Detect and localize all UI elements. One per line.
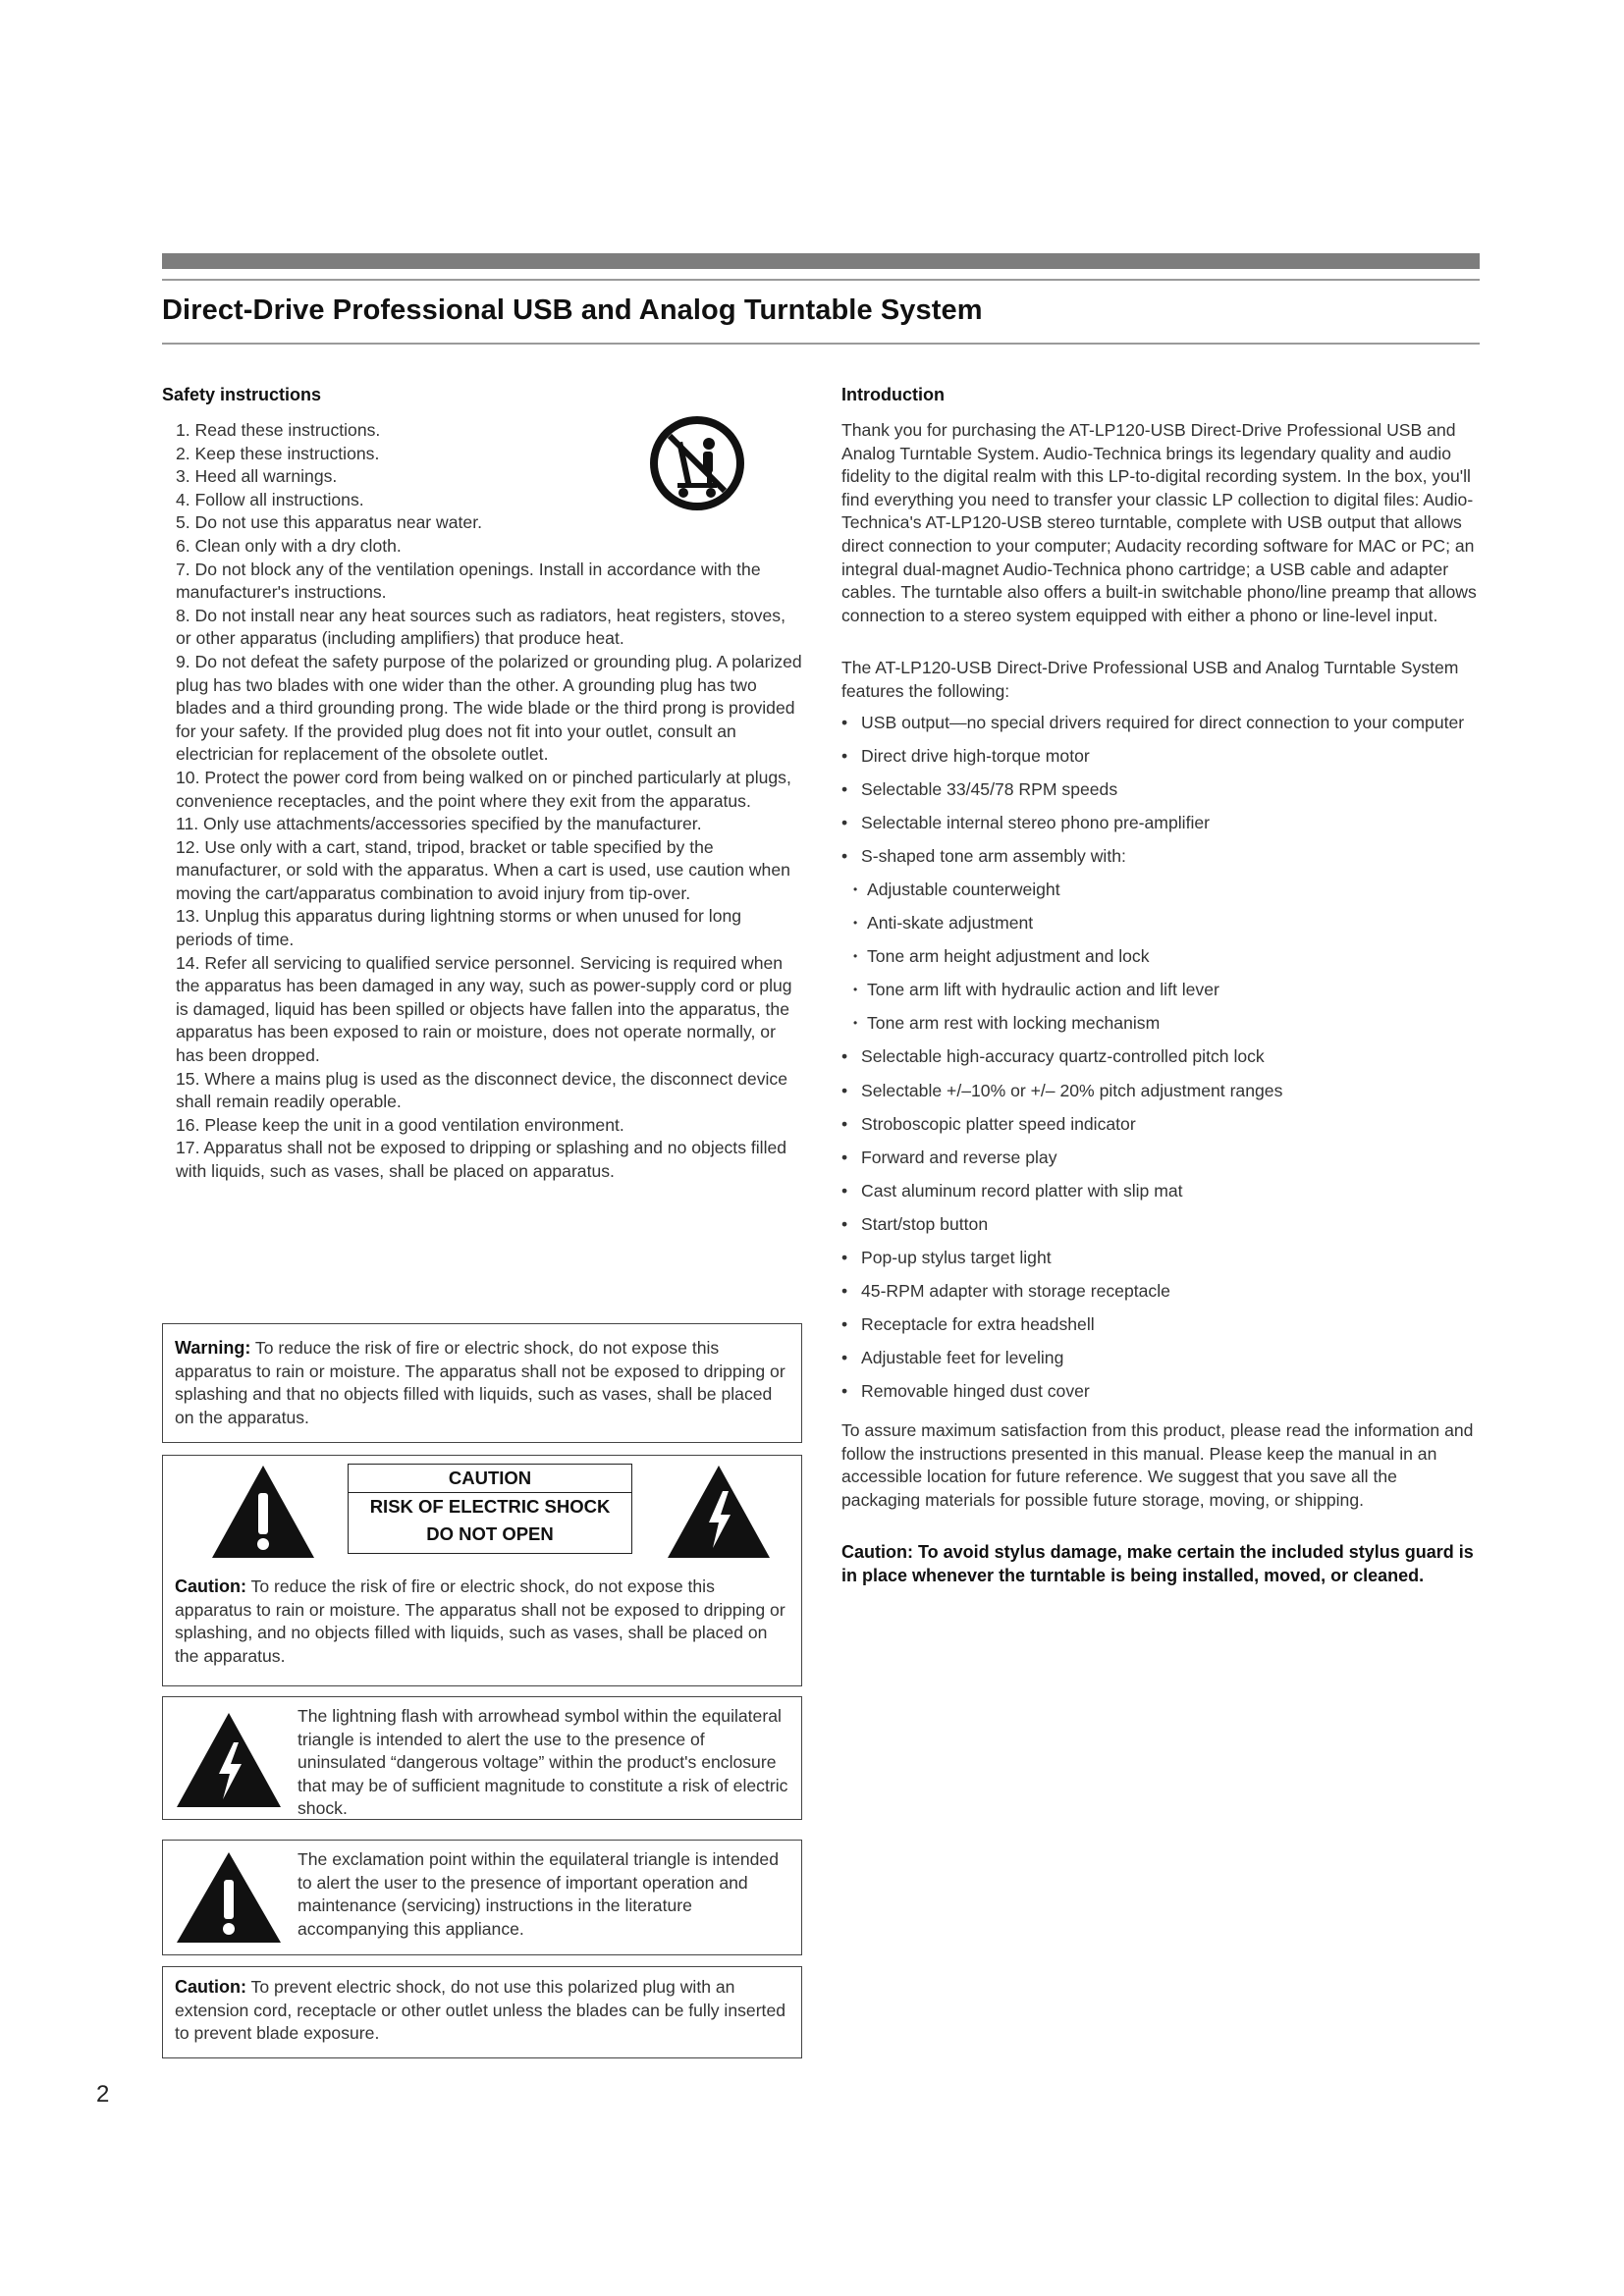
caution-label-line1: CAUTION [349,1465,631,1493]
caution-box [162,1455,802,1686]
feature-subitem: • Tone arm lift with hydraulic action and lift lever [841,979,1480,1002]
closing-paragraph: To assure maximum satisfaction from this product, please read the information and follow the instructions presented in this manual. Please keep the manual in an accessible location for future reference. We suggest that you save all the packaging materials for possible future storage, moving, or shipping. [841,1420,1474,1510]
plug-caution-text: Caution: To prevent electric shock, do not use this polarized plug with an extension cord, receptacle or other outlet unless the blades can be fully inserted to prevent blade exposure. [175,1977,786,2044]
feature-subitem: • Adjustable counterweight [841,879,1480,902]
page-number: 2 [96,2081,110,2108]
feature-item: • USB output—no special drivers required for direct connection to your computer [841,712,1480,735]
feature-item: • Direct drive high-torque motor [841,745,1480,769]
safety-item: 8. Do not install near any heat sources such as radiators, heat registers, stoves, or other apparatus (including amplifiers) that produce heat. [176,605,785,649]
lightning-triangle-icon [666,1464,772,1560]
safety-item: 14. Refer all servicing to qualified service personnel. Servicing is required when the apparatus has been damaged in any way, such as power-supply cord or plug is damaged, liquid has been spilled or objects have fallen into the apparatus, the apparatus has been exposed to rain or moisture, does not operate normally, or has been dropped. [176,952,792,1066]
exclamation-text-block [298,1848,792,1941]
feature-item: • Receptacle for extra headshell [841,1313,1480,1337]
caution-label-line2: RISK OF ELECTRIC SHOCK [369,1496,611,1517]
feature-item: • Selectable high-accuracy quartz-controlled pitch lock [841,1045,1480,1069]
feature-item: • Selectable 33/45/78 RPM speeds [841,778,1480,802]
feature-item: • Cast aluminum record platter with slip mat [841,1180,1480,1203]
warning-box [162,1323,802,1443]
safety-item: 10. Protect the power cord from being walked on or pinched particularly at plugs, convenience receptacles, and the point where they exit from the apparatus. [176,767,791,811]
feature-item: • 45-RPM adapter with storage receptacle [841,1280,1480,1304]
safety-item: 4. Follow all instructions. [176,489,364,509]
plug-caution-box [162,1966,802,2058]
safety-item: 1. Read these instructions. [176,420,381,440]
exclamation-text: The exclamation point within the equilateral triangle is intended to alert the user to the presence of important operation and maintenance (servicing) instructions in the literature accompanying this appliance. [298,1849,779,1939]
warning-label: Warning: [175,1338,251,1358]
stylus-caution: Caution: To avoid stylus damage, make certain the included stylus guard is in place whenever the turntable is being installed, moved, or cleaned. [841,1542,1474,1585]
safety-item: 2. Keep these instructions. [176,443,380,463]
safety-column [162,385,802,1184]
feature-item: • Selectable +/–10% or +/– 20% pitch adjustment ranges [841,1080,1480,1103]
safety-heading: Safety instructions [162,385,322,404]
safety-item: 5. Do not use this apparatus near water. [176,512,482,533]
introduction-heading: Introduction [841,385,945,404]
feature-item: • Removable hinged dust cover [841,1380,1480,1404]
features-intro: The AT-LP120-USB Direct-Drive Professional USB and Analog Turntable System features the following: [841,658,1459,701]
features-list [841,712,1480,1404]
header-rule [162,279,1480,281]
exclamation-explanation-box [162,1840,802,1955]
feature-item: • Start/stop button [841,1213,1480,1237]
warning-text: Warning: To reduce the risk of fire or electric shock, do not expose this apparatus to rain or moisture. The apparatus shall not be exposed to dripping or splashing and that no objects filled with liquids, such as vases, shall be placed on the apparatus. [175,1338,785,1427]
safety-item: 9. Do not defeat the safety purpose of the polarized or grounding plug. A polarized plug has two blades with one wider than the other. A grounding plug has two blades and a third grounding prong. The wide blade or the third prong is provided for your safety. If the provided plug does not fit into your outlet, consult an electrician for replacement of the obsolete outlet. [176,651,802,765]
lightning-text: The lightning flash with arrowhead symbol within the equilateral triangle is intended to alert the use to the presence of uninsulated “dangerous voltage” within the product's enclosure that may be of sufficient magnitude to constitute a risk of electric shock. [298,1706,788,1819]
caution-symbols [175,1456,791,1566]
feature-item: • Forward and reverse play [841,1147,1480,1170]
intro-paragraph: Thank you for purchasing the AT-LP120-USB Direct-Drive Professional USB and Analog Turntable System. Audio-Technica brings its legendary quality and audio fidelity to the digital realm with this LP-to-digital recording system. In the box, you'll find everything you need to transfer your classic LP collection to digital files: Audio-Technica's AT-LP120-USB stereo turntable, complete with USB output that allows direct connection to your computer; Audacity recording software for MAC or PC; an integral dual-magnet Audio-Technica phono cartridge; a USB cable and adapter cables. The turntable also offers a built-in switchable phono/line preamp that allows connection to a stereo system equipped with either a phono or line-level input. [841,420,1477,625]
feature-subitem: • Anti-skate adjustment [841,912,1480,935]
introduction-column [841,385,1480,1588]
safety-item: 7. Do not block any of the ventilation openings. Install in accordance with the manufacturer's instructions. [176,559,761,603]
feature-item: • Selectable internal stereo phono pre-amplifier [841,812,1480,835]
safety-item: 3. Heed all warnings. [176,466,338,487]
safety-item: 11. Only use attachments/accessories specified by the manufacturer. [176,814,702,834]
caution-label [348,1464,632,1554]
caution-text-label: Caution: [175,1576,246,1596]
page-title: Direct-Drive Professional USB and Analog Turntable System [162,294,983,326]
caution-label-line3: DO NOT OPEN [426,1523,554,1544]
exclamation-triangle-icon [175,1850,283,1945]
caution-text: Caution: To reduce the risk of fire or electric shock, do not expose this apparatus to rain or moisture. The apparatus shall not be exposed to dripping or splashing, and no objects filled with liquids, such as vases, shall be placed on the apparatus. [175,1576,785,1666]
feature-item: • S-shaped tone arm assembly with: [841,845,1480,869]
safety-item: 6. Clean only with a dry cloth. [176,535,402,556]
safety-list [162,419,802,1184]
feature-subitem: • Tone arm rest with locking mechanism [841,1012,1480,1036]
safety-item: 16. Please keep the unit in a good ventilation environment. [176,1114,624,1135]
safety-item: 17. Apparatus shall not be exposed to dripping or splashing and no objects filled with liquids, such as vases, shall be placed on apparatus. [176,1138,787,1181]
cart-tip-over-icon [648,414,746,512]
feature-item: • Adjustable feet for leveling [841,1347,1480,1370]
feature-item: • Stroboscopic platter speed indicator [841,1113,1480,1137]
header-bar [162,253,1480,269]
title-rule [162,343,1480,345]
plug-caution-label: Caution: [175,1977,246,1997]
safety-item: 13. Unplug this apparatus during lightning storms or when unused for long periods of time. [176,906,742,950]
lightning-explanation-box [162,1696,802,1820]
safety-item: 12. Use only with a cart, stand, tripod, bracket or table specified by the manufacturer, or sold with the apparatus. When a cart is used, use caution when moving the cart/apparatus combination to avoid injury from tip-over. [176,836,790,903]
feature-subitem: • Tone arm height adjustment and lock [841,945,1480,969]
feature-item: • Pop-up stylus target light [841,1247,1480,1270]
lightning-triangle-icon [175,1711,283,1809]
lightning-text-block [298,1705,792,1821]
exclamation-triangle-icon [210,1464,316,1560]
safety-item: 15. Where a mains plug is used as the disconnect device, the disconnect device shall remain readily operable. [176,1068,787,1112]
